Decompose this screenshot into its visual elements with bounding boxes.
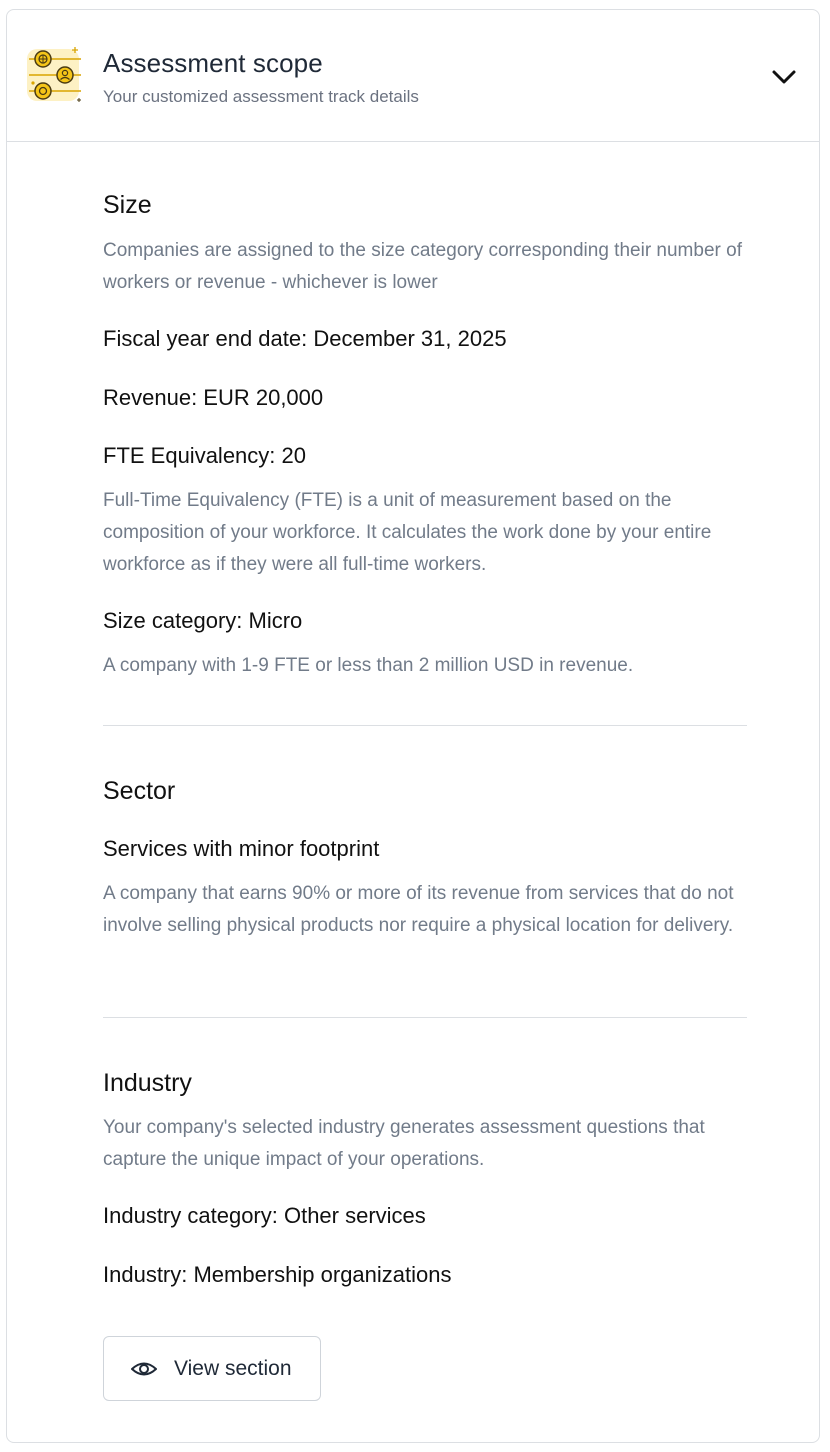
size-category-description: A company with 1-9 FTE or less than 2 million USD in revenue. bbox=[103, 655, 634, 676]
industry-title: Industry bbox=[103, 1069, 192, 1097]
sector-title: Sector bbox=[103, 777, 176, 805]
size-description: Companies are assigned to the size category corresponding their number of workers or revenue - whichever is lower bbox=[103, 240, 742, 293]
view-section-button[interactable] bbox=[103, 1336, 321, 1401]
fiscal-year-end: Fiscal year end date: December 31, 2025 bbox=[103, 326, 507, 351]
chevron-down-icon[interactable] bbox=[769, 62, 799, 92]
industry-value: Industry: Membership organizations bbox=[103, 1262, 452, 1287]
divider bbox=[103, 725, 747, 726]
sector-description: A company that earns 90% or more of its revenue from services that do not involve selling physical products nor require a physical location for delivery. bbox=[103, 883, 734, 936]
card-title: Assessment scope bbox=[103, 48, 323, 78]
sector-value: Services with minor footprint bbox=[103, 836, 380, 861]
view-section-label: View section bbox=[174, 1356, 292, 1380]
size-title: Size bbox=[103, 191, 152, 219]
assessment-sliders-icon bbox=[25, 45, 85, 105]
eye-icon bbox=[130, 1359, 158, 1379]
divider bbox=[103, 1017, 747, 1018]
size-category: Size category: Micro bbox=[103, 608, 303, 633]
card-subtitle: Your customized assessment track details bbox=[103, 87, 419, 106]
card-header[interactable] bbox=[7, 10, 819, 142]
assessment-scope-card bbox=[6, 9, 820, 1443]
industry-category: Industry category: Other services bbox=[103, 1203, 426, 1228]
revenue-value: Revenue: EUR 20,000 bbox=[103, 385, 324, 410]
fte-value: FTE Equivalency: 20 bbox=[103, 443, 306, 468]
industry-description: Your company's selected industry generates assessment questions that capture the unique impact of your operations. bbox=[103, 1117, 705, 1170]
fte-description: Full-Time Equivalency (FTE) is a unit of measurement based on the composition of your workforce. It calculates the work done by your entire workforce as if they were all full-time workers. bbox=[103, 490, 712, 575]
